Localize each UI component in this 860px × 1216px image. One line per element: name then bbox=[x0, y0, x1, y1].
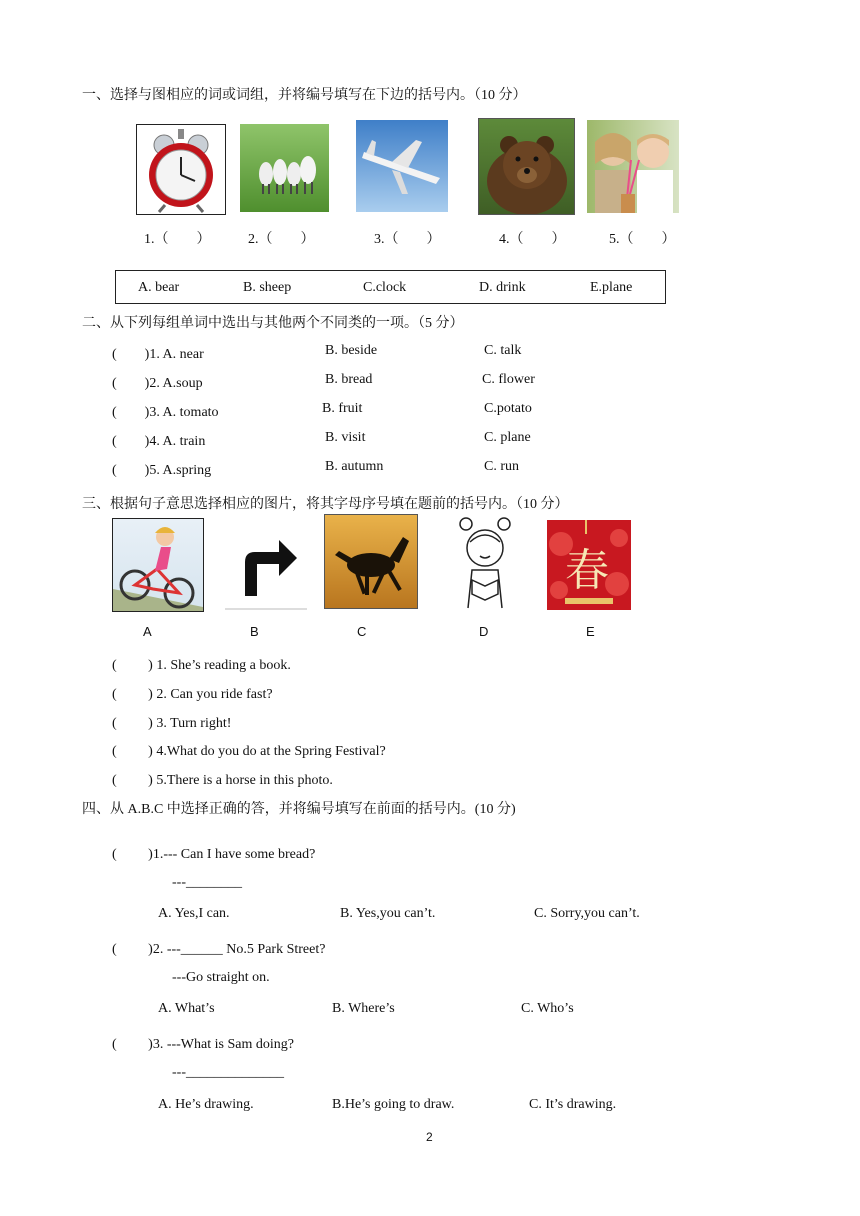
question-3: ( )3. ---What is Sam doing? bbox=[112, 1037, 294, 1052]
sentence-2: ( ) 2. Can you ride fast? bbox=[112, 687, 273, 702]
odd-one-row-2: ( )2. A.soup bbox=[112, 376, 203, 391]
question-3-option-a: A. He’s drawing. bbox=[158, 1097, 254, 1112]
picture-label-5: 5.（ ） bbox=[609, 232, 676, 247]
question-1: ( )1.--- Can I have some bread? bbox=[112, 847, 316, 862]
question-3-option-c: C. It’s drawing. bbox=[529, 1097, 617, 1112]
question-2-option-b: B. Where’s bbox=[332, 1001, 395, 1016]
cycling-picture bbox=[112, 518, 204, 612]
spring-festival-picture bbox=[547, 520, 631, 610]
section-four-title: 四、从 A.B.C 中选择正确的答，并将编号填写在前面的括号内。(10 分) bbox=[82, 802, 516, 817]
question-2-option-a: A. What’s bbox=[158, 1001, 215, 1016]
question-1-option-a: A. Yes,I can. bbox=[158, 906, 230, 921]
picture-letter-b: B bbox=[250, 624, 259, 639]
drink-picture bbox=[587, 120, 679, 213]
spring-character: 春 bbox=[565, 545, 609, 596]
odd-one-row-2-b: B. bread bbox=[325, 372, 373, 387]
question-3-option-b: B.He’s going to draw. bbox=[332, 1097, 455, 1112]
page-number: 2 bbox=[426, 1130, 433, 1144]
bear-picture bbox=[478, 118, 575, 215]
odd-one-row-3-c: C.potato bbox=[484, 401, 532, 416]
question-3-answer-line: ---______________ bbox=[172, 1065, 284, 1080]
sentence-4: ( ) 4.What do you do at the Spring Festival? bbox=[112, 744, 386, 759]
question-1-option-c: C. Sorry,you can’t. bbox=[534, 906, 640, 921]
odd-one-row-4-c: C. plane bbox=[484, 430, 531, 445]
section-two-title: 二、从下列每组单词中选出与其他两个不同类的一项。（5 分） bbox=[82, 316, 464, 331]
sheep-picture bbox=[240, 124, 329, 212]
odd-one-row-5-c: C. run bbox=[484, 459, 519, 474]
odd-one-row-1-b: B. beside bbox=[325, 343, 378, 358]
option-d: D. drink bbox=[479, 280, 526, 295]
odd-one-row-5-b: B. autumn bbox=[325, 459, 384, 474]
question-2-option-c: C. Who’s bbox=[521, 1001, 574, 1016]
odd-one-row-1-c: C. talk bbox=[484, 343, 522, 358]
picture-label-2: 2.（ ） bbox=[248, 232, 315, 247]
sentence-3: ( ) 3. Turn right! bbox=[112, 716, 232, 731]
odd-one-row-1: ( )1. A. near bbox=[112, 347, 204, 362]
odd-one-row-2-c: C. flower bbox=[482, 372, 535, 387]
section-three-title: 三、根据句子意思选择相应的图片，将其字母序号填在题前的括号内。（10 分） bbox=[82, 497, 569, 512]
odd-one-row-4-b: B. visit bbox=[325, 430, 366, 445]
picture-label-4: 4.（ ） bbox=[499, 232, 566, 247]
odd-one-row-5: ( )5. A.spring bbox=[112, 463, 212, 478]
picture-letter-e: E bbox=[586, 624, 595, 639]
sentence-1: ( ) 1. She’s reading a book. bbox=[112, 658, 291, 673]
odd-one-row-3-b: B. fruit bbox=[322, 401, 363, 416]
picture-label-1: 1.（ ） bbox=[144, 232, 211, 247]
picture-letter-a: A bbox=[143, 624, 152, 639]
clock-picture bbox=[136, 124, 226, 215]
option-e: E.plane bbox=[590, 280, 633, 295]
option-b: B. sheep bbox=[243, 280, 292, 295]
option-a: A. bear bbox=[138, 280, 180, 295]
sentence-5: ( ) 5.There is a horse in this photo. bbox=[112, 773, 333, 788]
odd-one-row-4: ( )4. A. train bbox=[112, 434, 206, 449]
odd-one-row-3: ( )3. A. tomato bbox=[112, 405, 219, 420]
question-1-option-b: B. Yes,you can’t. bbox=[340, 906, 436, 921]
question-2-answer-line: ---Go straight on. bbox=[172, 970, 270, 985]
horse-picture bbox=[324, 514, 418, 609]
section-one-title: 一、选择与图相应的词或词组，并将编号填写在下边的括号内。（10 分） bbox=[82, 88, 527, 103]
turn-right-picture bbox=[225, 522, 307, 612]
reading-girl-picture bbox=[452, 514, 518, 612]
plane-picture bbox=[356, 120, 448, 212]
picture-label-3: 3.（ ） bbox=[374, 232, 441, 247]
question-2: ( )2. ---______ No.5 Park Street? bbox=[112, 942, 326, 957]
question-1-answer-line: ---________ bbox=[172, 875, 242, 890]
picture-letter-c: C bbox=[357, 624, 367, 639]
picture-letter-d: D bbox=[479, 624, 489, 639]
option-c: C.clock bbox=[363, 280, 407, 295]
